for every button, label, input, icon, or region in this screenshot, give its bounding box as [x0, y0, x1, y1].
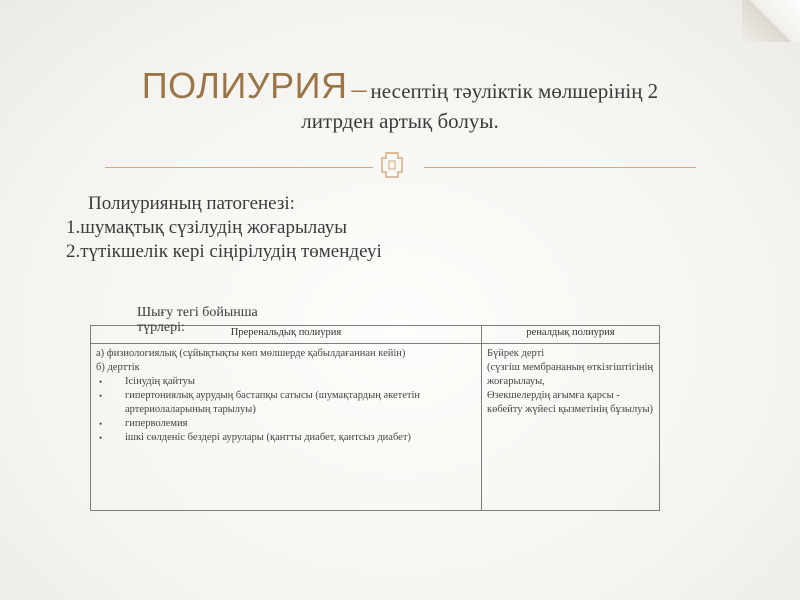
- prerenal-physiological: а) физиологиялық (сұйықтықты көп мөлшерде қабылдағаннан кейін): [96, 348, 406, 359]
- pathogenesis-heading: Полиурияның патогенезі:: [88, 193, 295, 214]
- origin-label-line1: Шығу тегі бойынша: [137, 305, 258, 320]
- list-item: • Ісінудің қайтуы: [96, 375, 476, 389]
- page-curl-corner: [742, 0, 800, 42]
- pathogenesis-item: 1.шумақтық сүзілудің жоғарылауы: [66, 217, 347, 238]
- header-prerenal: Преренальдық полиурия: [91, 326, 482, 344]
- origin-label-line2: түрлері:: [137, 320, 185, 335]
- list-item: • гиперволемия: [96, 417, 476, 431]
- title-definition-line1: несептің тәуліктік мөлшерінің 2: [370, 79, 659, 103]
- renal-line: Өзекшелердің ағымға қарсы - көбейту жүйесі қызметінің бұзылуы): [487, 390, 653, 415]
- renal-cell: [482, 344, 660, 511]
- list-item: • гипертониялық аурудың бастапқы сатысы (шумақтардың әкететін артериолаларының тарылуы): [96, 389, 476, 417]
- origin-label: [137, 305, 258, 335]
- title-dash: –: [351, 72, 367, 105]
- prerenal-pathological: б) дерттік: [96, 362, 140, 373]
- pathogenesis-item: 2.түтікшелік кері сіңірілудің төмендеуі: [66, 241, 382, 262]
- divider-right: [424, 167, 696, 168]
- table-row: [91, 344, 660, 511]
- header-renal: реналдық полиурия: [482, 326, 660, 344]
- prerenal-causes-list: [96, 375, 476, 445]
- prerenal-cell: [91, 344, 482, 511]
- polyuria-types-table: [90, 325, 660, 511]
- title-term: ПОЛИУРИЯ: [141, 65, 348, 106]
- divider-left: [105, 167, 373, 168]
- renal-line: Бүйрек дерті: [487, 348, 545, 359]
- slide-title: [0, 66, 800, 133]
- list-item: • ішкі сөлденіс бездері аурулары (қантты диабет, қантсыз диабет): [96, 431, 476, 445]
- renal-line: (сүзгіш мембрананың өткізгіштігінің жоғарылауы,: [487, 362, 654, 387]
- pathogenesis-block: [66, 192, 382, 264]
- ornament-icon: [380, 150, 404, 180]
- title-definition-line2: литрден артық болуы.: [301, 108, 499, 133]
